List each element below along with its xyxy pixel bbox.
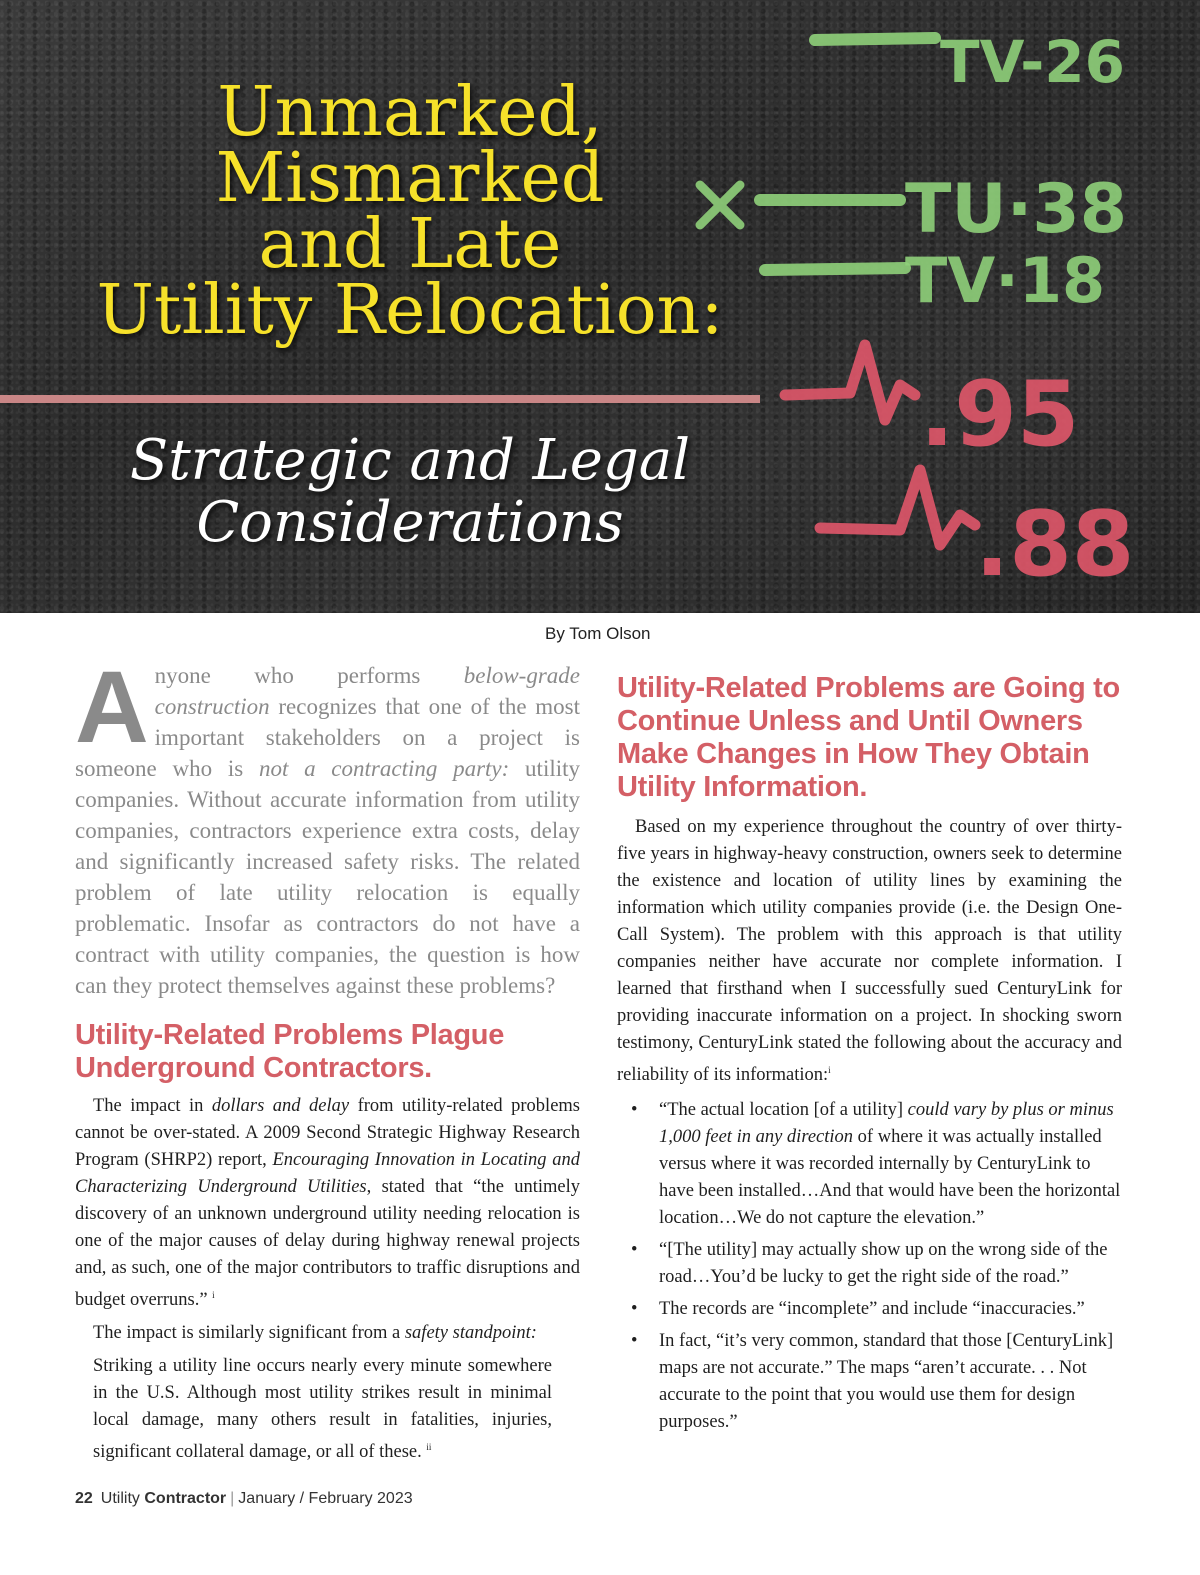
title-line-1: Unmarked, (217, 73, 603, 152)
bullet-text-a: In fact, “it’s very common, standard that those [CenturyLink] maps are not accurate.” The maps “aren’t accurate. . . Not accurate to the point that you would use them for design purposes.” (659, 1331, 1114, 1433)
experience-text: Based on my experience throughout the country of over thirty-five years in highway-heavy construction, owners seek to determine the existence and location of utility lines by examining the information which utility companies provide (i.e. the Design One-Call System). The problem with this approach is that utility companies neither have accurate nor complete information. I learned that firsthand when I successfully sued CenturyLink for providing inaccurate information on a project. In shocking sworn testimony, CenturyLink stated the following about the accuracy and reliability of its information: (617, 817, 1122, 1086)
green-line-1 (815, 38, 935, 40)
article-title (60, 73, 760, 350)
red-squiggle-2 (820, 470, 975, 545)
bullet-emphasis: could vary by plus or minus 1,000 feet in any direction (659, 1100, 1114, 1148)
list-item (631, 1097, 1122, 1232)
list-item (631, 1296, 1122, 1323)
drop-cap: A (75, 650, 149, 764)
magazine-name-a: Utility (100, 1490, 145, 1507)
bullet-icon: • (631, 1240, 638, 1261)
safety-paragraph (75, 1320, 580, 1347)
bullet-icon: • (631, 1299, 638, 1320)
section-heading-continue: Utility-Related Problems are Going to Continue Unless and Until Owners Make Changes in How They Obtain Utility Information. (617, 672, 1120, 803)
hero-photo (0, 0, 1200, 613)
bullet-text-b: of where it was actually installed versus where it was recorded internally by CenturyLink to have been installed…And that would have been the horizontal location…We do not capture the elevation.” (659, 1127, 1121, 1229)
subtitle-line-1: Strategic and Legal (129, 428, 691, 493)
lead-emphasis-2: not a contracting party: (258, 756, 510, 781)
green-line-3 (765, 268, 905, 270)
impact-text-a: The impact in (93, 1096, 212, 1116)
footnote-ref-ii: ii (426, 1442, 432, 1453)
section-heading-plague: Utility-Related Problems Plague Underground Contractors. (75, 1019, 505, 1084)
impact-text-b: from utility-related problems cannot be over-stated. A 2009 Second Strategic Highway Research Program (SHRP2) report, (75, 1096, 580, 1170)
title-divider (0, 395, 760, 403)
lead-text-2: recognizes that one of the most important stakeholders on a project is someone who is (75, 694, 580, 781)
safety-text: The impact is similarly significant from a (93, 1323, 405, 1344)
byline: By Tom Olson (545, 624, 651, 643)
block-quote (93, 1353, 552, 1466)
red-squiggle-1 (785, 345, 915, 420)
list-item (631, 1237, 1122, 1291)
bullet-icon: • (631, 1100, 638, 1121)
impact-emphasis-1: dollars and delay (211, 1096, 350, 1116)
list-item (631, 1328, 1122, 1436)
bullet-text-a: The records are “incomplete” and include “inaccuracies.” (659, 1299, 1085, 1320)
title-line-2: Mismarked (215, 139, 605, 218)
subtitle-line-2: Considerations (196, 490, 624, 555)
title-line-3: and Late (258, 205, 562, 284)
safety-emphasis: safety standpoint: (404, 1323, 537, 1344)
testimony-list (617, 1097, 1122, 1436)
lead-paragraph (75, 650, 581, 1001)
title-line-4: Utility Relocation: (96, 271, 724, 350)
article-subtitle (60, 430, 760, 554)
page-footer (75, 1490, 413, 1508)
magazine-name-b: Contractor (144, 1490, 227, 1507)
footnote-ref-right-i: i (828, 1065, 831, 1075)
lead-text-3: utility companies. Without accurate information from utility companies, contractors experience extra costs, delay and significantly increased safety risks. The related problem of late utility relocation is equally problematic. Insofar as contractors do not have a contract with utility companies, the question is how can they protect themselves against these problems? (75, 756, 581, 998)
footer-separator: | (230, 1490, 235, 1507)
mark-88: .88 (975, 492, 1135, 597)
right-column (617, 672, 1122, 1441)
experience-paragraph (617, 814, 1122, 1089)
mark-tu-38: TU·38 (905, 170, 1128, 249)
lead-emphasis-1: below-grade construction (154, 663, 580, 719)
issue-date: January / February 2023 (238, 1490, 413, 1507)
lead-text-1: nyone who performs (154, 663, 464, 688)
report-title: Encouraging Innovation in Locating and Characterizing Underground Utilities (75, 1150, 580, 1197)
impact-text-c: , stated that “the untimely discovery of an unknown underground utility needing relocation is one of the major causes of delay during highway renewal projects and, as such, one of the major contributors to traffic disruptions and budget overruns.” (75, 1177, 580, 1311)
bullet-text-a: “The actual location [of a utility] (659, 1100, 908, 1121)
footnote-ref-i: i (212, 1290, 215, 1300)
mark-tv-18: TV·18 (905, 244, 1106, 317)
mark-95: .95 (920, 362, 1080, 467)
quote-text: Striking a utility line occurs nearly every minute somewhere in the U.S. Although most utility strikes result in minimal local damage, many others result in fatalities, injuries, significant collateral damage, or all of these. (93, 1356, 552, 1463)
mark-tv-26: TV-26 (940, 28, 1126, 96)
bullet-text-a: “[The utility] may actually show up on the wrong side of the road…You’d be lucky to get the right side of the road.” (659, 1240, 1108, 1288)
left-column (75, 650, 581, 1466)
impact-paragraph (75, 1093, 580, 1314)
page-number: 22 (75, 1490, 93, 1507)
bullet-icon: • (631, 1331, 638, 1352)
